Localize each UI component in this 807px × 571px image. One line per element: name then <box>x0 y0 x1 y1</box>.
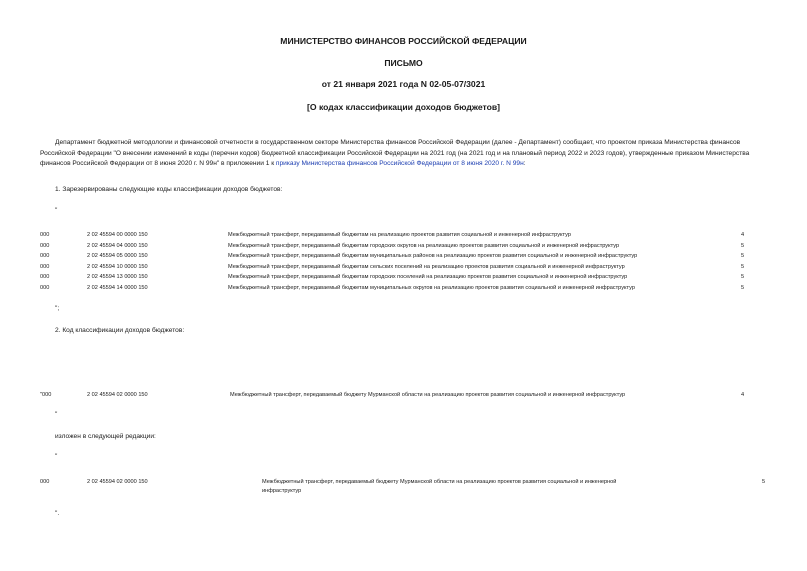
intro-text: Департамент бюджетной методологии и финансовой отчетности в государственном секторе Министерства финансов Российской Федерации (далее - Департамент) сообщает, что проектом приказа Министерства финансов Российской Федерации "О внесении изменений в коды (перечни кодов) бюджетной классификации Российской Федерации на 2021 год (на 2021 год и на плановый период 2022 и 2023 годов), утвержденные приказом Министерства финансов Российской Федерации от 8 июня 2020 г. N 99н" в приложении 1 к <box>40 139 750 167</box>
table-row <box>0 274 807 284</box>
intro-tail: : <box>523 160 526 167</box>
admin-code: 000 <box>40 274 50 280</box>
income-name: Межбюджетный трансферт, передаваемый бюджетам сельских поселений на реализацию проектов развития социальной и инженерной инфраструктур <box>228 263 625 270</box>
income-name: Межбюджетный трансферт, передаваемый бюджетам городских округов на реализацию проектов развития социальной и инженерной инфраструктур <box>228 242 620 249</box>
admin-code: "000 <box>40 392 52 398</box>
admin-code: 000 <box>40 232 50 238</box>
income-code: 2 02 45594 10 0000 150 <box>87 263 148 270</box>
income-name: Межбюджетный трансферт, передаваемый бюджетам муниципальных районов на реализацию проектов развития социальной и инженерной инфраструктур <box>228 253 638 259</box>
order-99n-link[interactable]: приказу Министерства финансов Российской Федерации от 8 июня 2020 г. N 99н <box>275 160 524 167</box>
new-code-row <box>0 479 807 499</box>
level: 5 <box>762 479 766 485</box>
table-row <box>0 232 807 242</box>
ministry-title: МИНИСТЕРСТВО ФИНАНСОВ РОССИЙСКОЙ ФЕДЕРАЦИИ <box>280 36 527 46</box>
admin-code: 000 <box>40 263 50 270</box>
income-code: 2 02 45594 13 0000 150 <box>87 274 148 280</box>
section-2-title: 2. Код классификации доходов бюджетов: <box>55 327 185 334</box>
close-quote: " <box>55 411 58 418</box>
table-row <box>0 285 807 295</box>
table-row <box>0 264 807 274</box>
document-subject: [О кодах классификации доходов бюджетов] <box>307 102 500 112</box>
intro-paragraph <box>40 138 770 170</box>
income-name-line-1: Межбюджетный трансферт, передаваемый бюджету Мурманской области на реализацию проектов развития социальной и инженерной <box>262 479 617 485</box>
admin-code: 000 <box>40 479 50 485</box>
income-code: 2 02 45594 14 0000 150 <box>87 284 148 291</box>
income-code: 2 02 45594 02 0000 150 <box>87 392 148 398</box>
income-code: 2 02 45594 05 0000 150 <box>87 253 148 259</box>
level: 5 <box>741 284 745 291</box>
close-quote: "; <box>55 305 60 312</box>
income-code: 2 02 45594 04 0000 150 <box>87 242 148 249</box>
open-quote: " <box>55 207 58 214</box>
end-quote: ". <box>55 510 60 517</box>
level: 5 <box>741 253 745 259</box>
income-name: Межбюджетный трансферт, передаваемый бюджетам на реализацию проектов развития социальной и инженерной инфраструктур <box>228 232 572 238</box>
table-row <box>0 243 807 253</box>
level: 4 <box>741 392 745 398</box>
income-code: 2 02 45594 02 0000 150 <box>87 479 148 485</box>
document-type: ПИСЬМО <box>384 58 423 68</box>
section-1-title: 1. Зарезервированы следующие коды классификации доходов бюджетов: <box>55 186 283 193</box>
new-edition-label: изложен в следующей редакции: <box>55 433 156 440</box>
admin-code: 000 <box>40 242 50 249</box>
income-name: Межбюджетный трансферт, передаваемый бюджету Мурманской области на реализацию проектов развития социальной и инженерной инфраструктур <box>230 392 626 398</box>
admin-code: 000 <box>40 253 50 259</box>
old-code-row <box>0 392 807 402</box>
level: 4 <box>741 232 745 238</box>
level: 5 <box>741 263 745 270</box>
income-name-line-2: инфраструктур <box>262 488 302 494</box>
level: 5 <box>741 274 745 280</box>
open-quote: " <box>55 453 58 460</box>
income-name: Межбюджетный трансферт, передаваемый бюджетам муниципальных округов на реализацию проектов развития социальной и инженерной инфраструктур <box>228 284 635 291</box>
admin-code: 000 <box>40 284 50 291</box>
table-row <box>0 253 807 263</box>
level: 5 <box>741 242 745 249</box>
income-code: 2 02 45594 00 0000 150 <box>87 232 148 238</box>
document-date-number: от 21 января 2021 года N 02-05-07/3021 <box>321 79 486 89</box>
income-name: Межбюджетный трансферт, передаваемый бюджетам городских поселений на реализацию проектов развития социальной и инженерной инфраструктур <box>228 274 628 280</box>
